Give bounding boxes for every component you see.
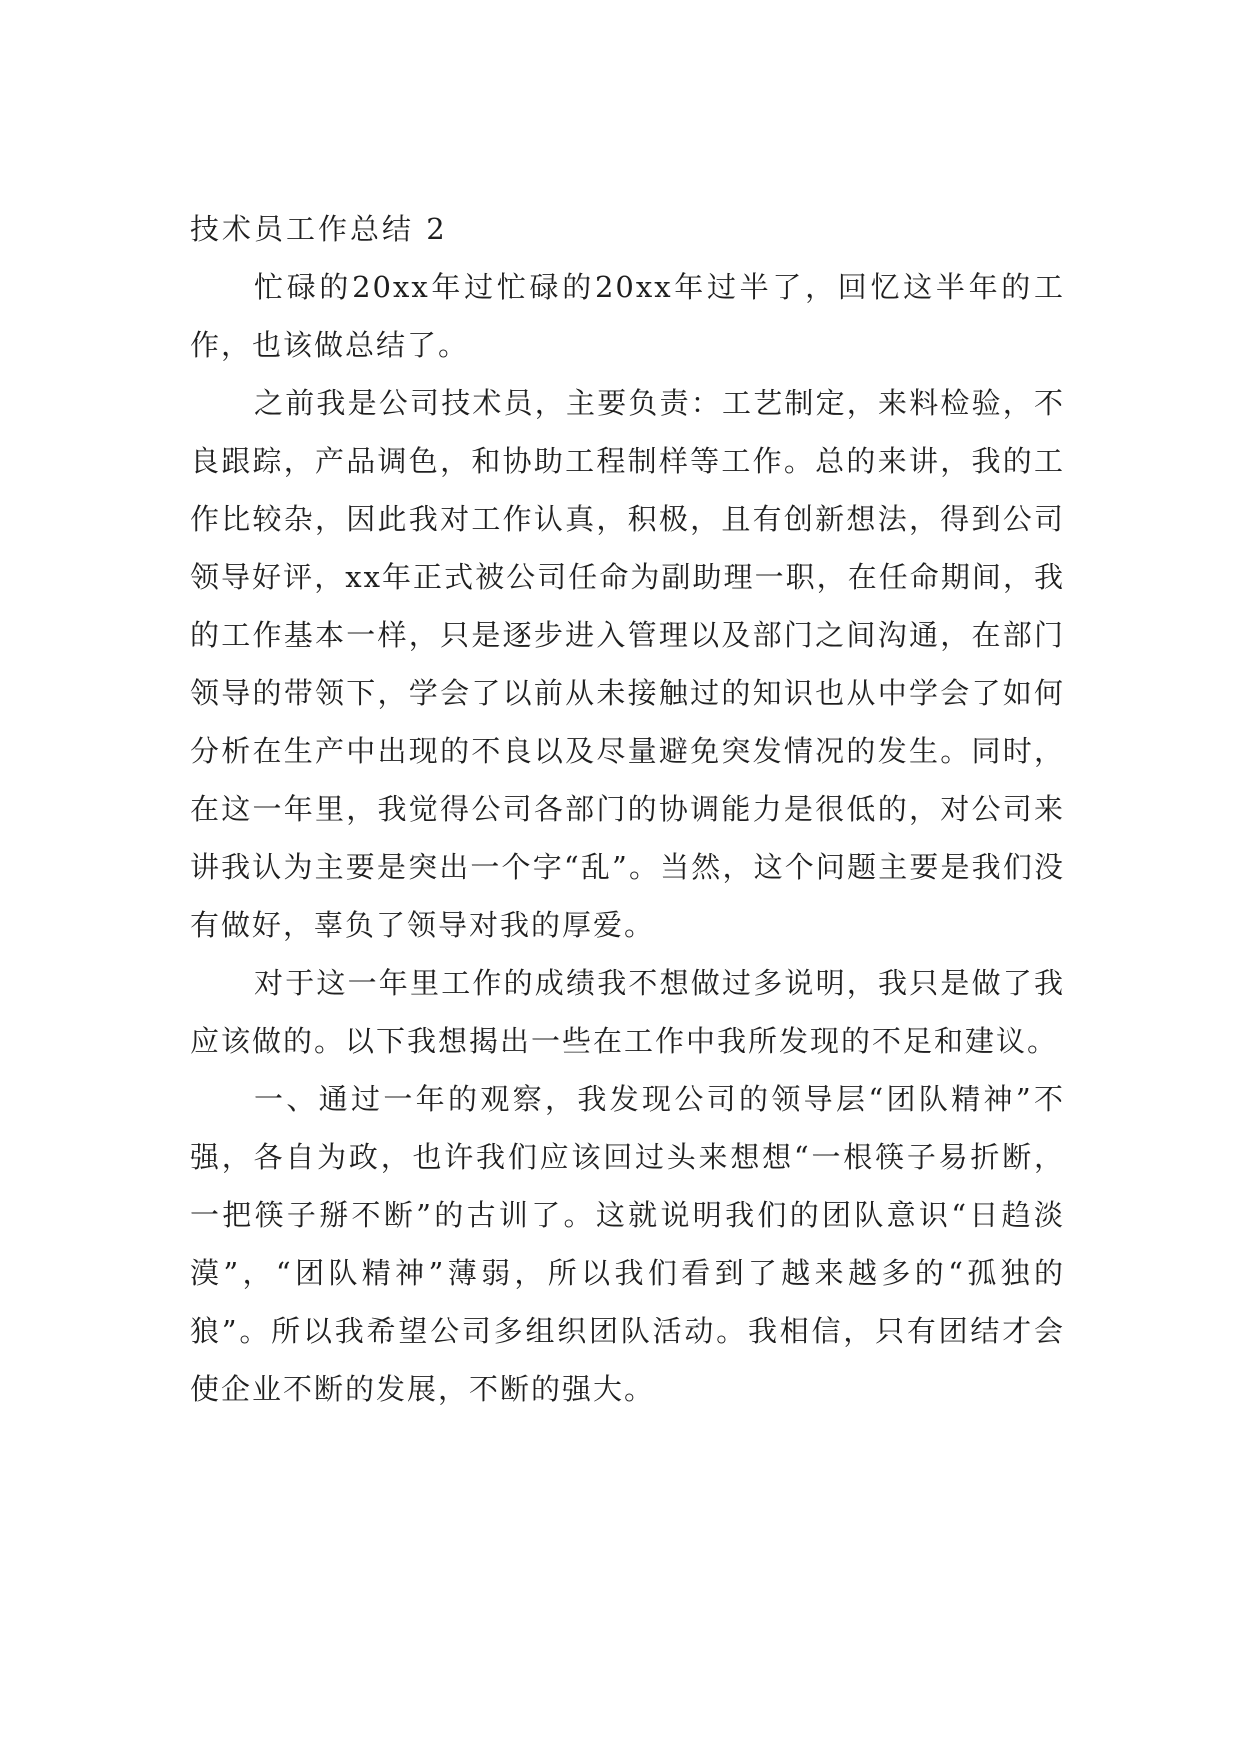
paragraph-achievements: 对于这一年里工作的成绩我不想做过多说明，我只是做了我应该做的。以下我想揭出一些在工作中我所发现的不足和建议。 xyxy=(190,966,1065,1058)
document-body xyxy=(190,200,1065,1418)
paragraph-intro: 忙碌的20xx年过忙碌的20xx年过半了，回忆这半年的工作，也该做总结了。 xyxy=(190,270,1065,362)
paragraph-responsibilities: 之前我是公司技术员，主要负责：工艺制定，来料检验，不良跟踪，产品调色，和协助工程制样等工作。总的来讲，我的工作比较杂，因此我对工作认真，积极，且有创新想法，得到公司领导好评，xx年正式被公司任命为副助理一职，在任命期间，我的工作基本一样，只是逐步进入管理以及部门之间沟通，在部门领导的带领下，学会了以前从未接触过的知识也从中学会了如何分析在生产中出现的不良以及尽量避免突发情况的发生。同时，在这一年里，我觉得公司各部门的协调能力是很低的，对公司来讲我认为主要是突出一个字“乱”。当然，这个问题主要是我们没有做好，辜负了领导对我的厚爱。 xyxy=(190,386,1065,942)
paragraph-suggestion-one: 一、通过一年的观察，我发现公司的领导层“团队精神”不强，各自为政，也许我们应该回过头来想想“一根筷子易折断，一把筷子掰不断”的古训了。这就说明我们的团队意识“日趋淡漠”，“团队精神”薄弱，所以我们看到了越来越多的“孤独的狼”。所以我希望公司多组织团队活动。我相信，只有团结才会使企业不断的发展，不断的强大。 xyxy=(190,1082,1065,1406)
document-title: 技术员工作总结 2 xyxy=(190,212,448,246)
